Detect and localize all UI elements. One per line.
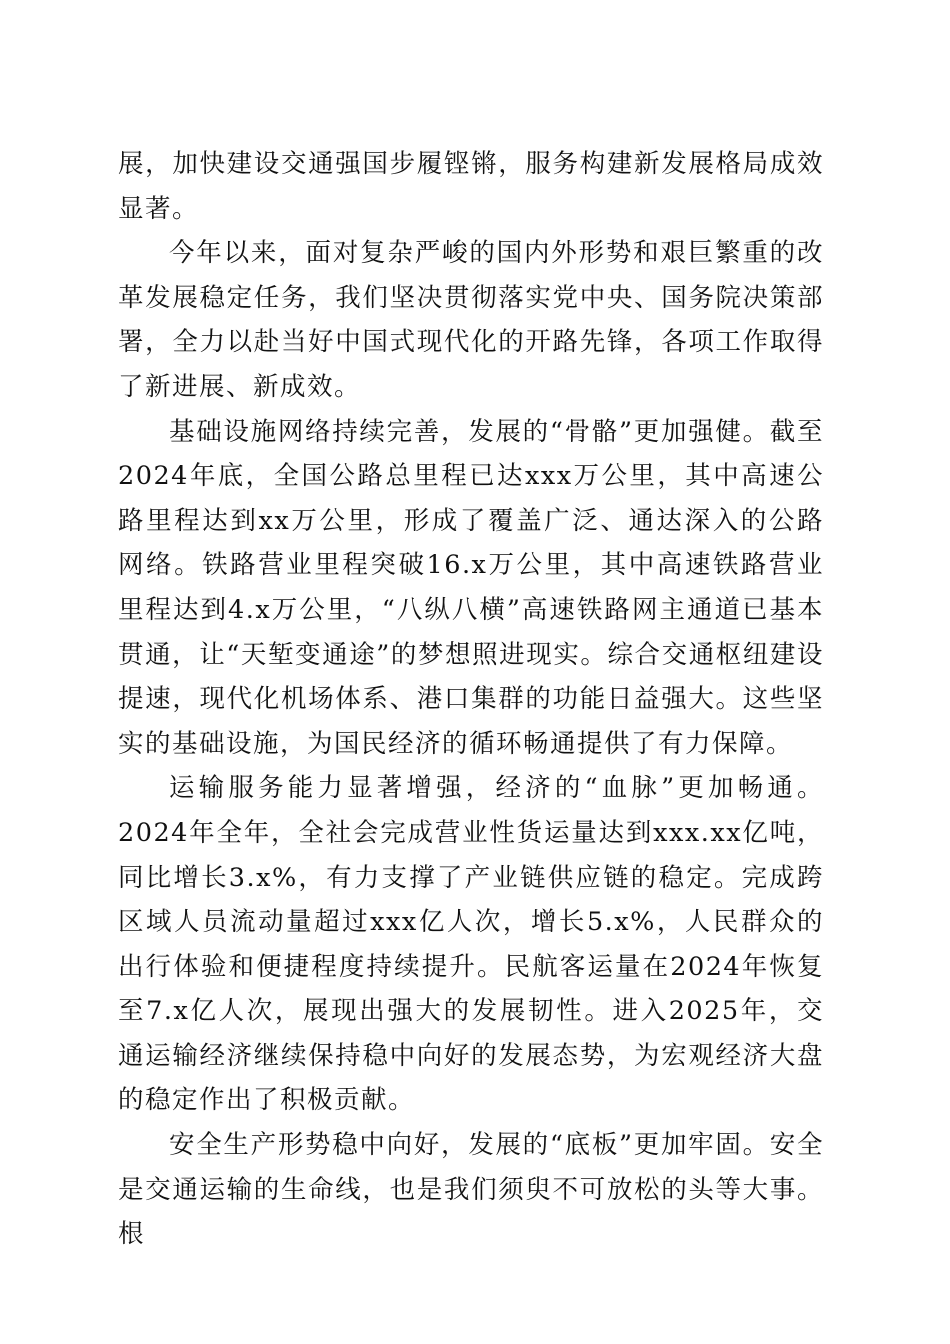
paragraph-safety: 安全生产形势稳中向好，发展的“底板”更加牢固。安全是交通运输的生命线，也是我们须臾不可放松的头等大事。根: [118, 1130, 824, 1250]
paragraph-transport-services: 运输服务能力显著增强，经济的“血脉”更加畅通。2024年全年，全社会完成营业性货运量达到xxx.xx亿吨，同比增长3.x%，有力支撑了产业链供应链的稳定。完成跨区域人员流动量超过xxx亿人次，增长5.x%，人民群众的出行体验和便捷程度持续提升。民航客运量在2024年恢复至7.x亿人次，展现出强大的发展韧性。进入2025年，交通运输经济继续保持稳中向好的发展态势，为宏观经济大盘的稳定作出了积极贡献。: [118, 773, 824, 1116]
paragraph-continuation: 展，加快建设交通强国步履铿锵，服务构建新发展格局成效显著。: [118, 149, 824, 224]
document-body: [118, 142, 824, 1257]
paragraph-intro: 今年以来，面对复杂严峻的国内外形势和艰巨繁重的改革发展稳定任务，我们坚决贯彻落实党中央、国务院决策部署，全力以赴当好中国式现代化的开路先锋，各项工作取得了新进展、新成效。: [118, 238, 824, 402]
paragraph-infrastructure: 基础设施网络持续完善，发展的“骨骼”更加强健。截至2024年底，全国公路总里程已达xxx万公里，其中高速公路里程达到xx万公里，形成了覆盖广泛、通达深入的公路网络。铁路营业里程突破16.x万公里，其中高速铁路营业里程达到4.x万公里，“八纵八横”高速铁路网主通道已基本贯通，让“天堑变通途”的梦想照进现实。综合交通枢纽建设提速，现代化机场体系、港口集群的功能日益强大。这些坚实的基础设施，为国民经济的循环畅通提供了有力保障。: [118, 416, 824, 759]
